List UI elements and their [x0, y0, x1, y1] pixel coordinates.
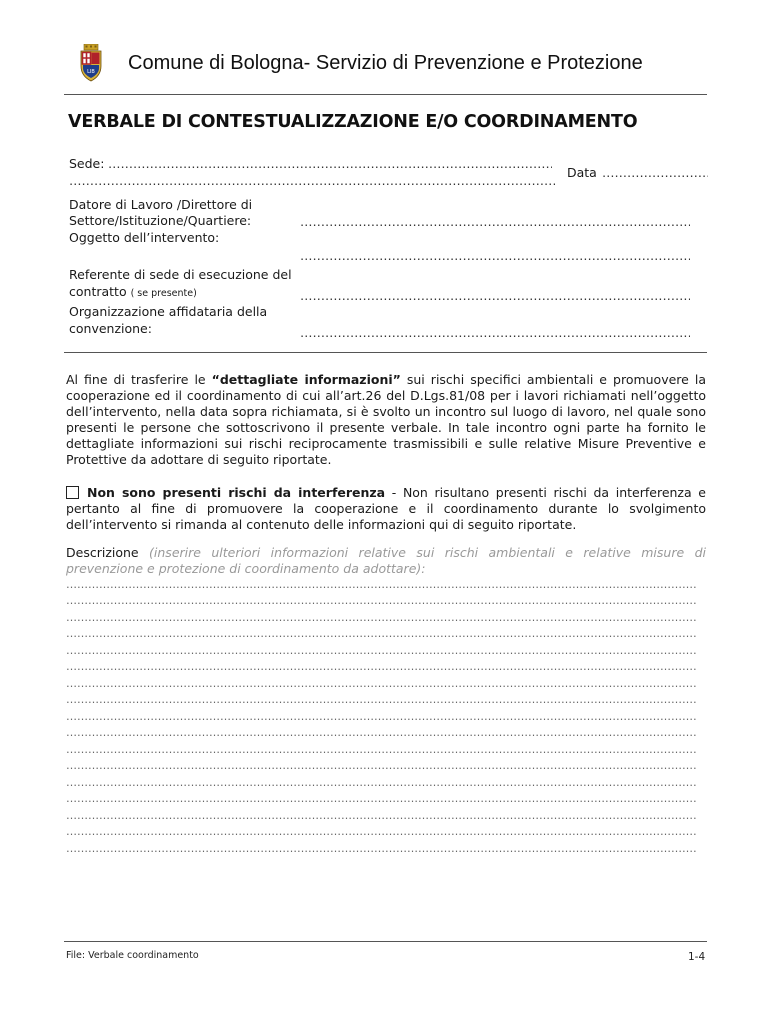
intro-text-start: Al fine di trasferire le: [66, 372, 212, 387]
descrizione-line[interactable]: [66, 645, 696, 657]
referente-label-line-2: [69, 283, 197, 302]
descrizione-line[interactable]: [66, 579, 696, 591]
descrizione-line[interactable]: [66, 777, 696, 789]
logo-crest: [78, 44, 104, 82]
intro-paragraph: [66, 372, 706, 468]
organizzazione-label-line-2: convenzione:: [69, 321, 152, 336]
descrizione-line[interactable]: [66, 694, 696, 706]
referente-label-text: contratto: [69, 284, 127, 299]
datore-field[interactable]: [300, 213, 690, 230]
oggetto-field[interactable]: [300, 247, 690, 264]
crest-icon: [78, 44, 104, 82]
svg-text:LIB: LIB: [87, 69, 95, 75]
descrizione-line[interactable]: [66, 661, 696, 673]
sede-field-line-1[interactable]: [108, 155, 552, 172]
referente-label-line-1: Referente di sede di esecuzione del: [69, 267, 292, 282]
no-interference-paragraph: [66, 485, 706, 533]
header-title: Comune di Bologna- Servizio di Prevenzione e Protezione: [128, 52, 643, 74]
referente-field[interactable]: [300, 287, 690, 304]
footer-rule: [64, 941, 707, 942]
datore-label-line-2: Settore/Istituzione/Quartiere:: [69, 213, 252, 228]
sede-field-line-2[interactable]: [69, 172, 555, 189]
descrizione-line[interactable]: [66, 810, 696, 822]
descrizione-line[interactable]: [66, 744, 696, 756]
document-heading: VERBALE DI CONTESTUALIZZAZIONE E/O COORDINAMENTO: [68, 112, 638, 132]
intro-text-bold: “dettagliate informazioni”: [211, 372, 401, 387]
descrizione-hint: (inserire ulteriori informazioni relative sui rischi ambientali e relative misure di prevenzione e protezione di coordinamento da adottare):: [66, 545, 706, 576]
no-interference-text: - Non risultano presenti rischi da interferenza e pertanto al fine di promuovere la cooperazione e il coordinamento durante lo svolgimento dell’intervento si rimanda al contenuto delle informazioni qui di seguito riportate.: [66, 485, 706, 532]
intro-text-rest: sui rischi specifici ambientali e promuovere la cooperazione ed il coordinamento di cui all’art.26 del D.Lgs.81/08 per i lavori richiamati nell’oggetto dell’intervento, nella data sopra richiamata, si è svolto un incontro sul luogo di lavoro, nel quale sono presenti le persone che sottoscrivono il presente verbale. In tale incontro ogni parte ha fornito le dettagliate informazioni sui rischi reciprocamente trasmissibili e sulle relative Misure Preventive e Protettive da adottare di seguito riportate.: [66, 372, 707, 467]
descrizione-line[interactable]: [66, 843, 696, 855]
descrizione-line[interactable]: [66, 612, 696, 624]
descrizione-line[interactable]: [66, 678, 696, 690]
descrizione-line[interactable]: [66, 711, 696, 723]
organizzazione-label-line-1: Organizzazione affidataria della: [69, 304, 268, 319]
descrizione-line[interactable]: [66, 595, 696, 607]
sede-label: Sede:: [69, 156, 105, 171]
descrizione-block: [66, 545, 706, 577]
datore-label-line-1: Datore di Lavoro /Direttore di: [69, 197, 253, 212]
descrizione-label: Descrizione: [66, 545, 139, 560]
section-rule: [64, 352, 707, 353]
data-field[interactable]: [602, 164, 708, 181]
descrizione-line[interactable]: [66, 727, 696, 739]
data-label: Data: [567, 165, 597, 180]
header-rule: [64, 94, 707, 95]
organizzazione-field[interactable]: [300, 324, 690, 341]
descrizione-line[interactable]: [66, 628, 696, 640]
descrizione-line[interactable]: [66, 826, 696, 838]
footer-file-label: File: Verbale coordinamento: [66, 950, 199, 961]
page-number: 1-4: [688, 951, 706, 963]
referente-note: ( se presente): [130, 288, 197, 299]
descrizione-line[interactable]: [66, 760, 696, 772]
no-interference-checkbox[interactable]: [66, 486, 79, 499]
no-interference-label: Non sono presenti rischi da interferenza: [87, 485, 386, 500]
oggetto-label: Oggetto dell’intervento:: [69, 230, 220, 245]
descrizione-line[interactable]: [66, 793, 696, 805]
